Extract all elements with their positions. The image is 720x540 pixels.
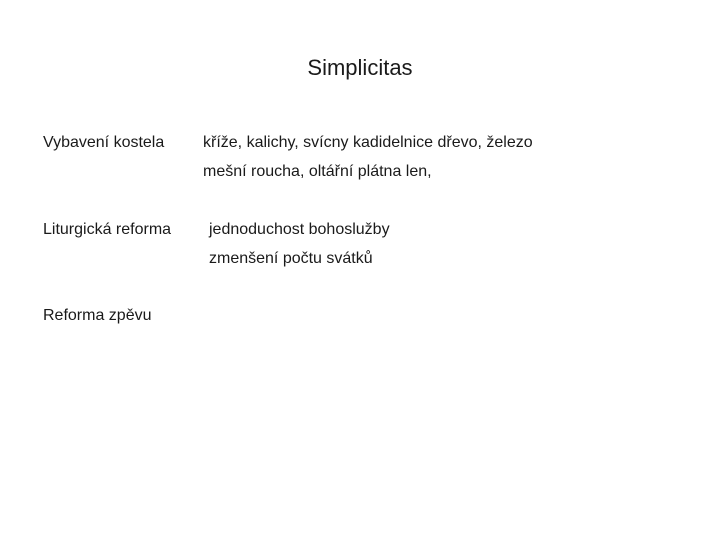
row-label-vybaveni-kostela: Vybavení kostela: [43, 134, 165, 151]
row-label-liturgicka-reforma: Liturgická reforma: [43, 221, 172, 238]
row-label-reforma-zpevu: Reforma zpěvu: [43, 307, 152, 324]
slide-title: Simplicitas: [307, 55, 413, 80]
row-value-line: zmenšení počtu svátků: [209, 250, 373, 267]
row-value-line: jednoduchost bohoslužby: [209, 221, 390, 238]
row-value-line: kříže, kalichy, svícny kadidelnice dřevo, železo: [203, 134, 533, 151]
row-value-line: mešní roucha, oltářní plátna len,: [203, 163, 432, 180]
